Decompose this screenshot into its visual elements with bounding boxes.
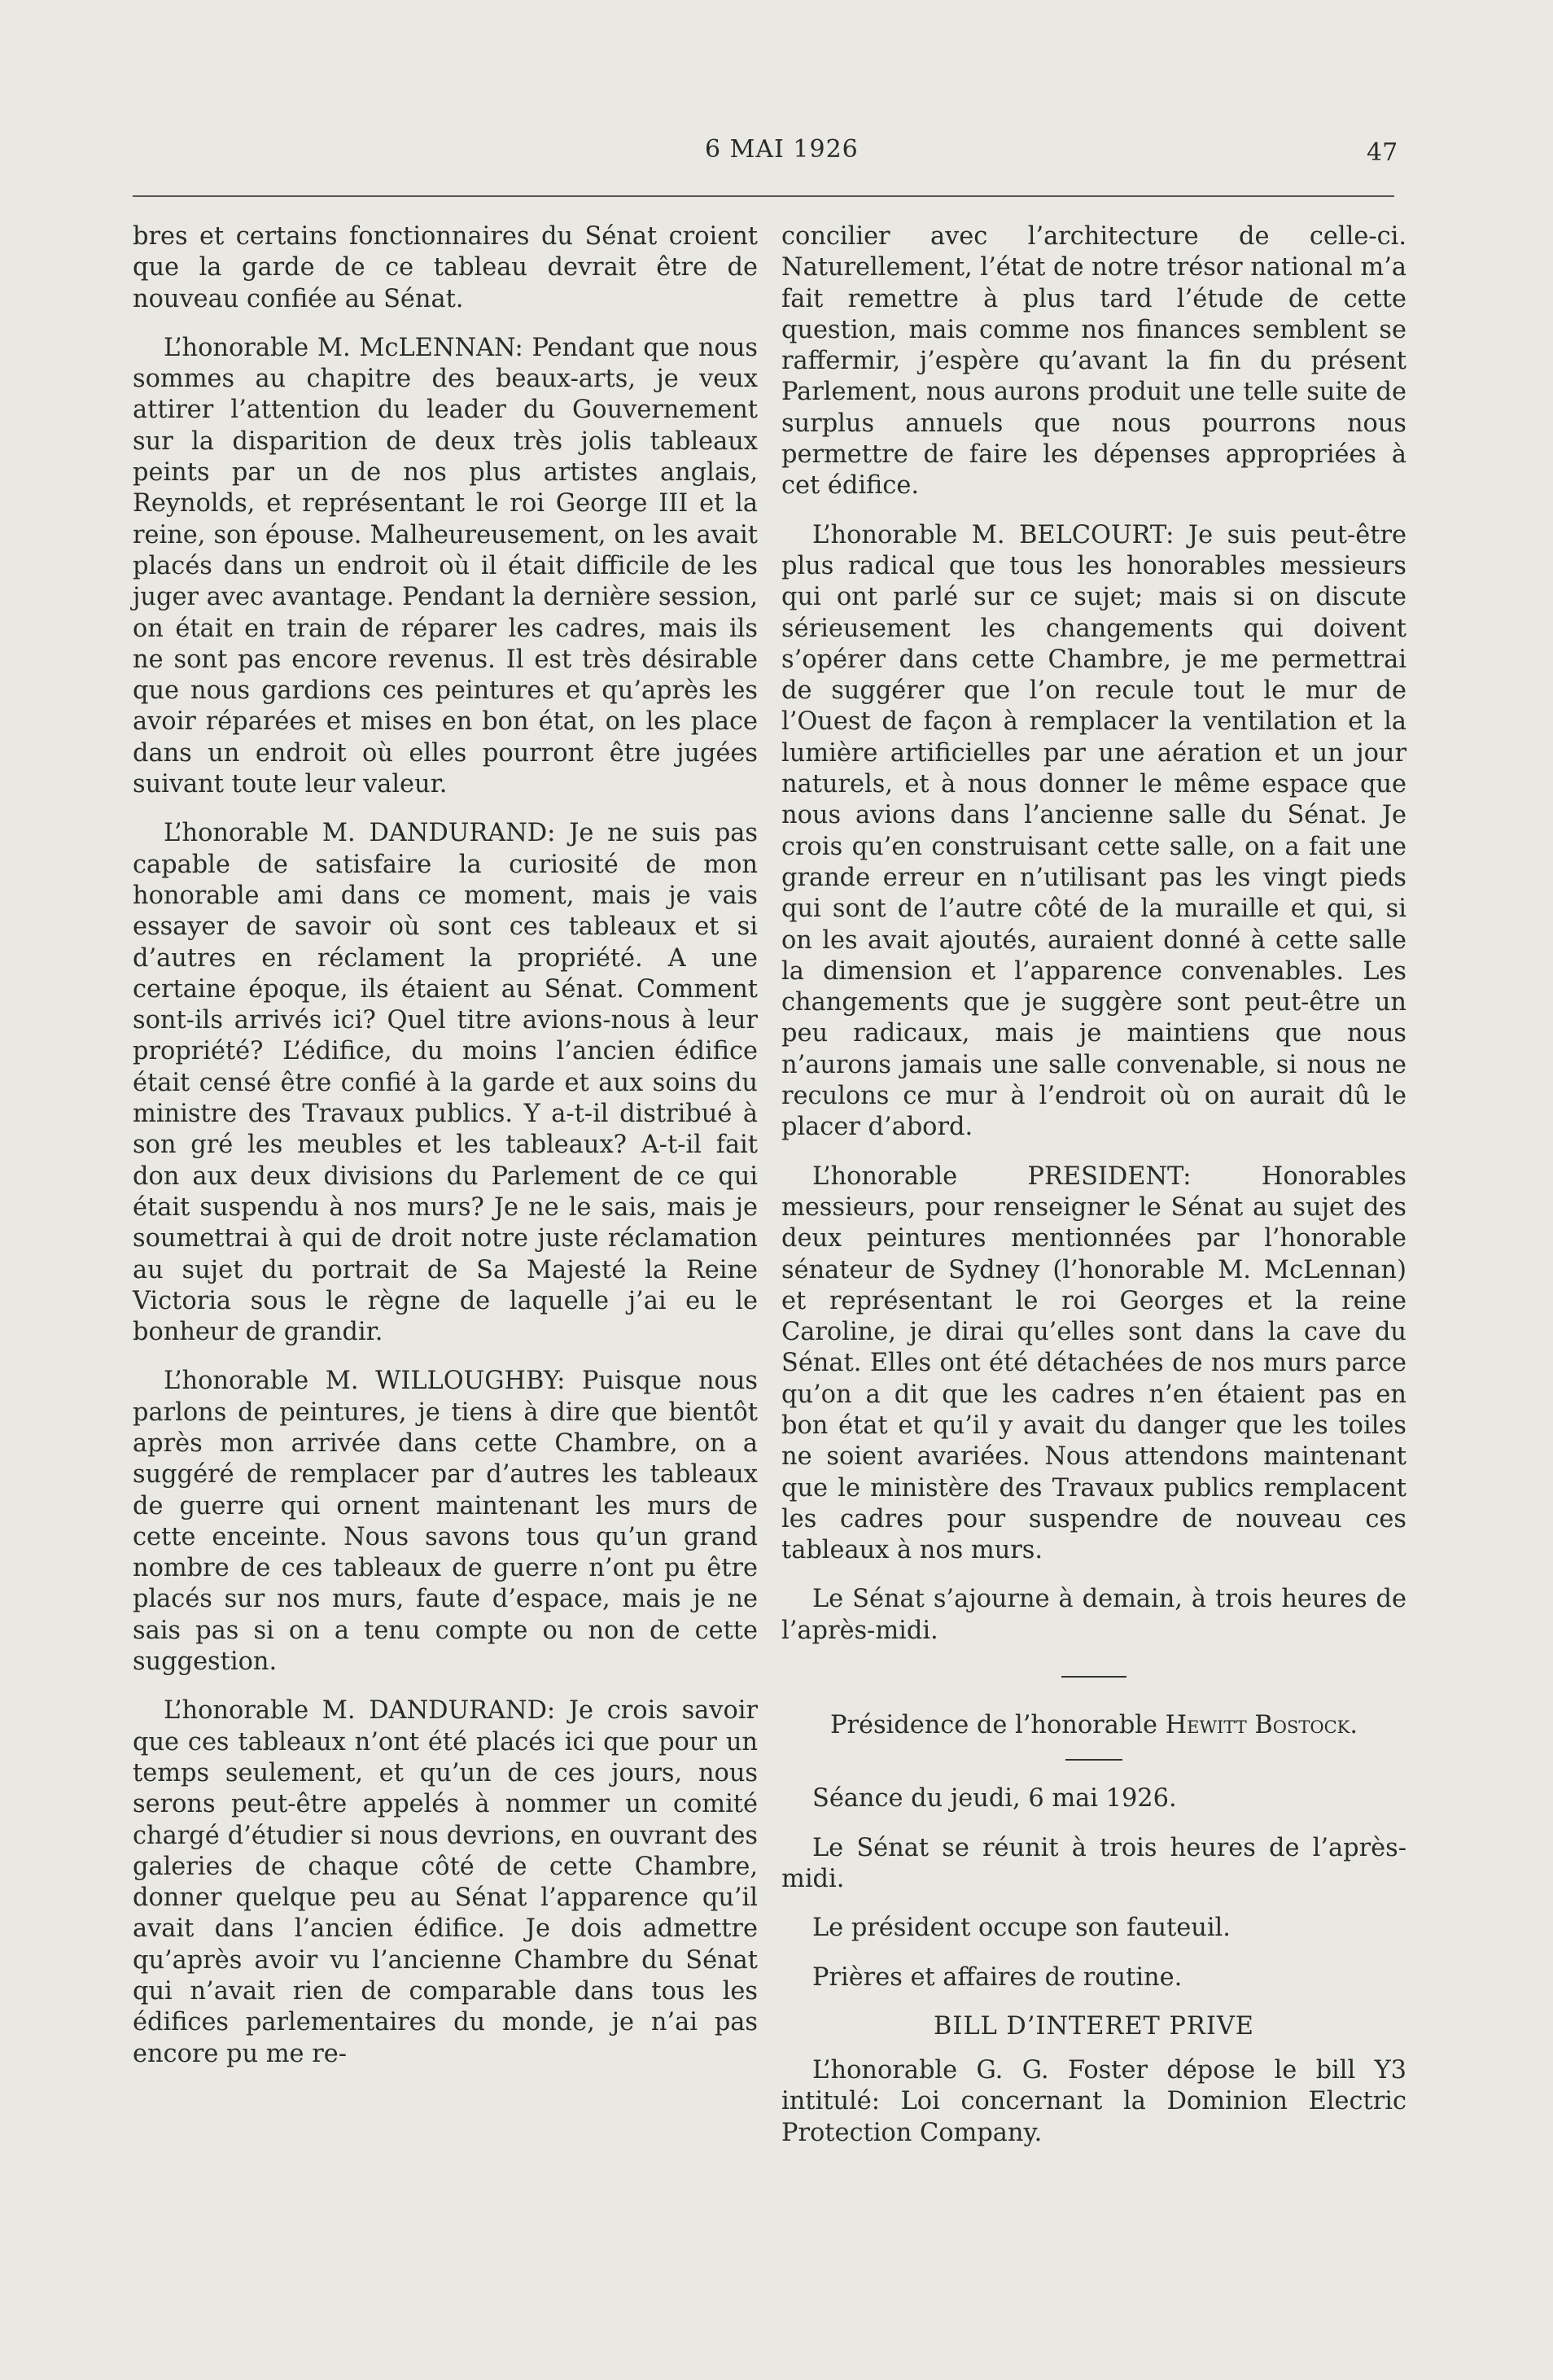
sitting-date: Séance du jeudi, 6 mai 1926. [812,1784,1177,1813]
paragraph: L’honorable M. DANDURAND: Je ne suis pas capable de satisfaire la curiosité de mon honorable ami dans ce moment, mais je vais essayer de savoir où sont ces tableaux et si d’autres en réclament la propriété. A une certaine époque, ils étaient au Sénat. Comment sont-ils arrivés ici? Quel titre avions-nous à leur propriété? L’édifice, du moins l’ancien édifice était censé être confié à la garde et aux soins du ministre des Travaux publics. Y a-t-il distribué à son gré les meubles et les tableaux? A-t-il fait don aux deux divisions du Parlement de ce qui était suspendu à nos murs? Je ne le sais, mais je soumettrai à qui de droit notre juste réclamation au sujet du portrait de Sa Majesté la Reine Victoria sous le règne de laquelle j’ai eu le bonheur de grandir. [133,819,758,1347]
paragraph: concilier avec l’architecture de celle-ci. Naturellement, l’état de notre trésor national m’a fait remettre à plus tard l’étude de cette question, mais comme nos finances semblent se raffermir, j’espère qu’avant la fin du présent Parlement, nous aurons produit une telle suite de surplus annuels que nous pourrons nous permettre de faire les dépenses appropriées à cet édifice. [781,222,1406,501]
paragraph: Le Sénat s’ajourne à demain, à trois heures de l’après-midi. [781,1585,1406,1645]
paragraph: L’honorable M. McLENNAN: Pendant que nous sommes au chapitre des beaux-arts, je veux attirer l’attention du leader du Gouvernement sur la disparition de deux très jolis tableaux peints par un de nos plus artistes anglais, Reynolds, et représentant le roi George III et la reine, son épouse. Malheureusement, on les avait placés dans un endroit où il était difficile de les juger avec avantage. Pendant la dernière session, on était en train de réparer les cadres, mais ils ne sont pas encore revenus. Il est très désirable que nous gardions ces peintures et qu’après les avoir réparées et mises en bon état, on les place dans un endroit où elles pourront être jugées suivant toute leur valeur. [133,333,758,799]
paragraph: L’honorable M. DANDURAND: Je crois savoir que ces tableaux n’ont été placés ici que pour un temps seulement, et qu’un de ces jours, nous serons peut-être appelés à nommer un comité chargé d’étudier si nous devrions, en ouvrant des galeries de chaque côté de cette Chambre, donner quelque peu au Sénat l’apparence qu’il avait dans l’ancien édifice. Je dois admettre qu’après avoir vu l’ancienne Chambre du Sénat qui n’avait rien de comparable dans tous les édifices parlementaires du monde, je n’ai pas encore pu me re- [133,1696,758,2068]
paragraph: L’honorable PRESIDENT: Honorables messieurs, pour renseigner le Sénat au sujet des deux peintures mentionnées par l’honorable sénateur de Sydney (l’honorable M. McLennan) et représentant le roi Georges et la reine Caroline, je dirai qu’elles sont dans la cave du Sénat. Elles ont été détachées de nos murs parce qu’on a dit que les cadres n’en étaient pas en bon état et qu’il y avait du danger que les toiles ne soient avariées. Nous attendons maintenant que le ministère des Travaux publics remplacent les cadres pour suspendre de nouveau ces tableaux à nos murs. [781,1162,1406,1565]
left-column [133,221,758,2088]
section-heading: BILL D’INTERET PRIVE [934,2011,1254,2041]
paragraph: L’honorable M. BELCOURT: Je suis peut-être plus radical que tous les honorables messieurs qui ont parlé sur ce sujet; mais si on discute sérieusement les changements qui doivent s’opérer dans cette Chambre, je me permettrai de suggérer que l’on recule tout le mur de l’Ouest de façon à remplacer la ventilation et la lumière artificielles par une aération et un jour naturels, et à nous donner le même espace que nous avions dans l’ancienne salle du Sénat. Je crois qu’en construisant cette salle, on a fait une grande erreur en n’utilisant pas les vingt pieds qui sont de l’autre côté de la muraille et qui, si on les avait ajoutés, auraient donné à cette salle la dimension et l’apparence convenables. Les changements que je suggère sont peut-être un peu radicaux, mais je maintiens que nous n’aurons jamais une salle convenable, si nous ne reculons ce mur à l’endroit où on aurait dû le placer d’abord. [781,520,1406,1142]
right-column [781,221,1406,2167]
presidence-prefix: Présidence de l’honorable [830,1711,1166,1740]
page-number: 47 [1367,138,1398,167]
header-rule [133,195,1394,197]
paragraph: bres et certains fonctionnaires du Sénat croient que la garde de ce tableau devrait être de nouveau confiée au Sénat. [133,222,758,313]
presidence-line [781,1710,1406,1741]
paragraph: Prières et affaires de routine. [812,1962,1183,1992]
section-divider [1065,1759,1122,1761]
section-divider [1061,1676,1126,1678]
paragraph: Le président occupe son fauteuil. [812,1914,1231,1943]
paragraph: Le Sénat se réunit à trois heures de l’après-midi. [781,1833,1406,1893]
president-name: Hewitt Bostock. [1165,1711,1358,1740]
page-date: 6 MAI 1926 [705,135,859,164]
paragraph: L’honorable G. G. Foster dépose le bill Y3 intitulé: Loi concernant la Dominion Electric Protection Company. [781,2056,1406,2147]
paragraph: L’honorable M. WILLOUGHBY: Puisque nous parlons de peintures, je tiens à dire que bientôt après mon arrivée dans cette Chambre, on a suggéré de remplacer par d’autres les tableaux de guerre qui ornent maintenant les murs de cette enceinte. Nous savons tous qu’un grand nombre de ces tableaux de guerre n’ont pu être placés sur nos murs, faute d’espace, mais je ne sais pas si on a tenu compte ou non de cette suggestion. [133,1367,758,1677]
